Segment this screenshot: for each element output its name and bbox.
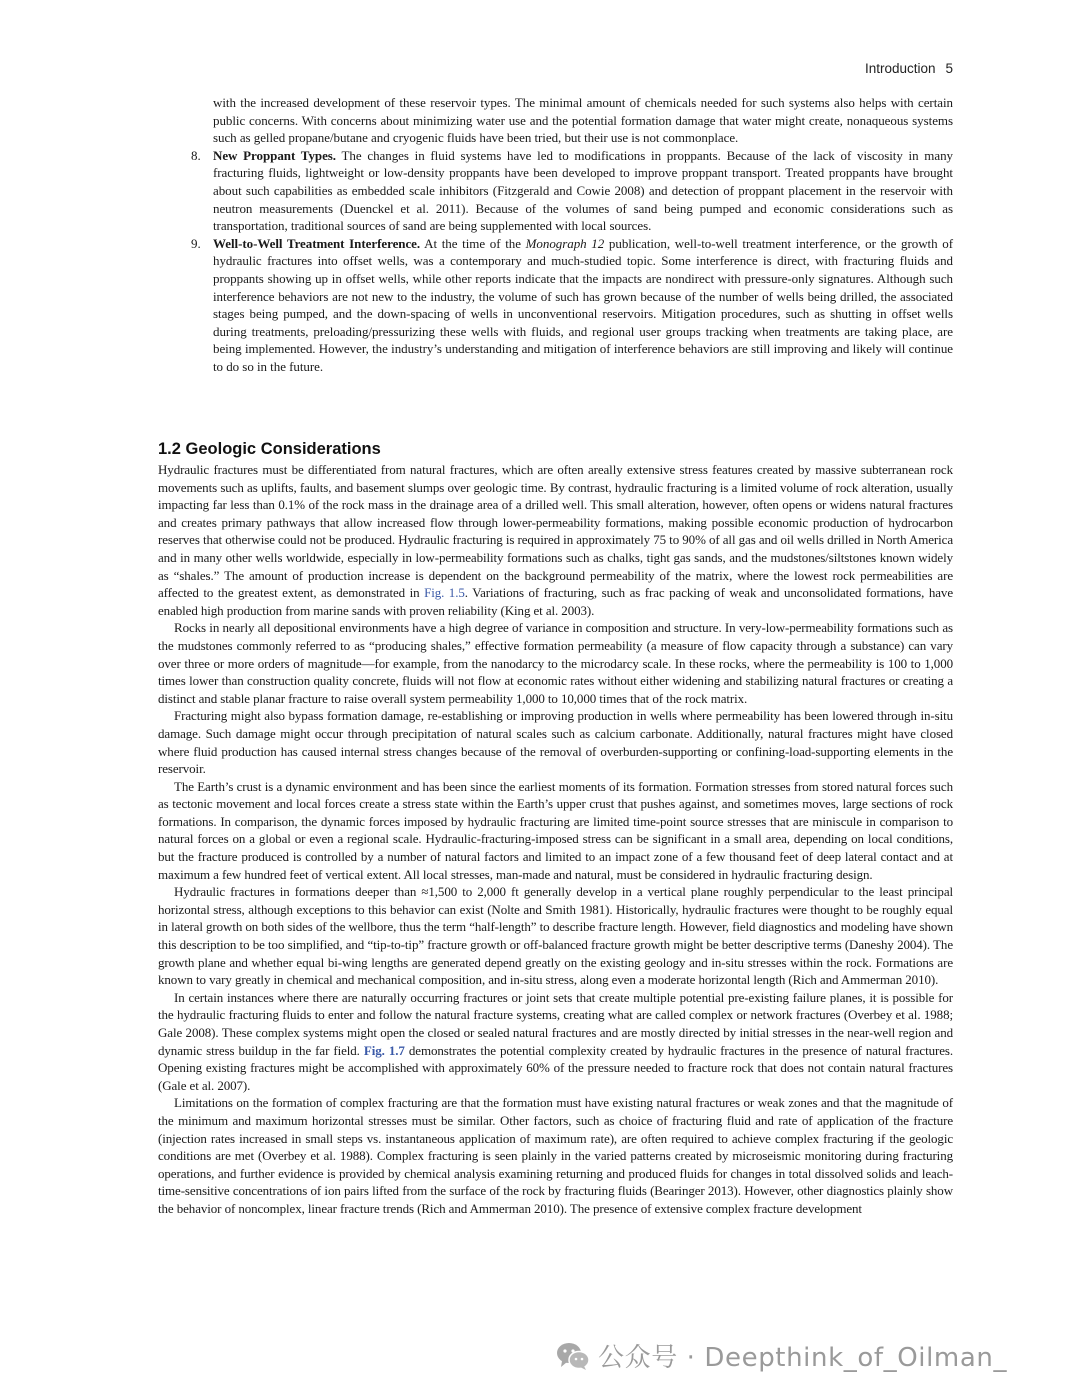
section-body (158, 461, 953, 1218)
paragraph (158, 461, 953, 619)
list-item-7-continuation: with the increased development of these reservoir types. The minimal amount of chemicals needed for such systems also helps with certain public concerns. With concerns about minimizing water use and the potential formation damage that water might create, nonaqueous systems such as gelled propane/butane and cryogenic fluids have been tried, but their use is not commonplace. (213, 95, 953, 146)
figure-link[interactable]: Fig. 1.5 (424, 585, 465, 601)
paragraph (158, 989, 953, 1095)
monograph-title: Monograph 12 (525, 235, 605, 251)
list-item-text: publication, well-to-well treatment interference, or the growth of hydraulic fractures into offset wells, was a contemporary and much-studied topic. Some interference is direct, with fracturing fluids and proppants showing up in offset wells, while other reports indicate that the impacts are nondirect with pressure-only signatures. Although such interference behaviors are not new to the industry, the volume of such has grown because of the number of wells being drilled, the associated stages being pumped, and the down-spacing of wells in unconventional reservoirs. Mitigation procedures, such as shutting in offset wells during treatments, preloading/pressurizing these wells with fluids, and regional user groups tracking when treatments are taking place, are being implemented. However, the industry’s understanding and mitigation of interference behaviors are still improving and likely will continue to do so in the future. (213, 235, 953, 374)
paragraph: Limitations on the formation of complex fracturing are that the formation must have existing natural fractures or weak zones and that the magnitude of the minimum and maximum horizontal stresses must be similar. Other factors, such as choice of fracturing fluid and rate of application of the fracture (injection rates increased in small steps vs. instantaneous application of maximum rate), are often required to achieve complex fracturing if the geologic conditions are met (Overbey et al. 1988). Complex fracturing is seen plainly in the varied patterns created by microseismic monitoring during fracturing operations, and further evidence is provided by chemical analysis examining returning and produced fluids for changes in total dissolved solids and leach-time-sensitive concentrations of ion pairs lifted from the surface of the rock by fracturing fluids (Bearinger 2013). However, other diagnostics plainly show the behavior of noncomplex, linear fracture trends (Rich and Ammerman 2010). The presence of extensive complex fracture development (158, 1095, 953, 1216)
section-heading: 1.2 Geologic Considerations (158, 440, 381, 458)
list-item-text: At the time of the (420, 235, 526, 251)
numbered-list (158, 94, 953, 376)
list-item-8 (191, 147, 953, 235)
list-item-text: The changes in fluid systems have led to modifications in proppants. Because of the lack of viscosity in many fracturing fluids, lightweight or low-density proppants have been developed to improve proppant transport. Treated proppants have brought about such capabilities as embedded scale inhibitors (Fitzgerald and Cowie 2008) and detection of proppant placement in the reservoir with neutron measurements (Duenckel et al. 2011). Because of the volumes of sand being pumped and economic considerations such as transportation, traditional sources of sand are being supplemented with local sources. (213, 147, 953, 234)
list-number: 8. (191, 147, 201, 163)
list-item-9 (191, 235, 953, 376)
running-head (865, 61, 953, 76)
paragraph-text: Hydraulic fractures must be differentiated from natural fractures, which are often areally extensive stress features created by massive subterranean rock movements such as uplifts, faults, and basement slumps over geologic time. By contrast, hydraulic fracturing is a limited volume of rock alteration, usually impacting far less than 0.1% of the rock mass in the drainage area of a drilled well. This small alteration, however, often opens or widens natural fractures and creates primary pathways that allow increased flow through lower-permeability formations, making possible economic production of hydrocarbon reserves that otherwise could not be produced. Hydraulic fracturing is required in approximately 75 to 90% of all gas and oil wells drilled in North America and in many other wells worldwide, especially in low-permeability formations such as chalks, tight gas sands, and the mudstones/siltstones known widely as “shales.” The amount of production increase is dependent on the background permeability of the matrix, where the lowest rock permeabilities are affected to the greatest extent, as demonstrated in (158, 462, 953, 601)
watermark (556, 1337, 1007, 1374)
list-item-lead: Well-to-Well Treatment Interference. (213, 235, 421, 251)
list-number: 9. (191, 235, 201, 251)
paragraph-text: . Variations of fracturing, such as frac packing of weak and unconsolidated formations, have enabled high production from marine sands with proven reliability (King et al. 2003). (158, 585, 953, 618)
watermark-text: 公众号 · Deepthink_of_Oilman_ (598, 1343, 1008, 1373)
paragraph: Hydraulic fractures in formations deeper than ≈1,500 to 2,000 ft generally develop in a vertical plane roughly perpendicular to the least principal horizontal stress, although exceptions to this behavior can exist (Nolte and Smith 1981). Historically, hydraulic fractures were thought to be roughly equal in lateral growth on both sides of the wellbore, thus the term “half-length” to describe fracture length. However, field diagnostics and modeling have shown this description to be too simplified, and “tip-to-tip” fracture growth or off-balanced fracture growth might be better descriptive terms (Daneshy 2004). The growth plane and whether equal bi-wing lengths are generated depend greatly on the existing geology and in-situ stresses within the rock. Formations are known to vary greatly in chemical and mechanical composition, and in-situ stress, along even a moderate horizontal length (Rich and Ammerman 2010). (158, 884, 953, 988)
page-number: 5 (945, 61, 953, 76)
chapter-title: Introduction (864, 61, 936, 76)
figure-link[interactable]: Fig. 1.7 (363, 1042, 405, 1058)
paragraph: Rocks in nearly all depositional environments have a high degree of variance in composition and structure. In very-low-permeability formations such as the mudstones commonly referred to as “producing shales,” effective formation permeability (a measure of flow capacity through a substance) can vary over three or more orders of magnitude—for example, from the nanodarcy to the microdarcy scale. In these rocks, where the permeability is 100 to 1,000 times lower than construction quality concrete, fluids will not flow at economic rates without either widening and stabilizing natural fractures or creating a distinct and stable planar fracture to raise overall system permeability 1,000 to 10,000 times that of the rock matrix. (158, 620, 953, 706)
wechat-icon (556, 1341, 590, 1371)
list-item-lead: New Proppant Types. (213, 147, 336, 163)
paragraph-text: demonstrates the potential complexity created by hydraulic fractures in the presence of natural fractures. Opening existing fractures might be accomplished with approximately 60% of the pressure needed to fracture rock that does not contain natural fractures (Gale et al. 2007). (158, 1042, 953, 1093)
paragraph: Fracturing might also bypass formation damage, re-establishing or improving production in wells where permeability has been lowered through in-situ damage. Such damage might occur through precipitation of natural scales such as calcium carbonate. Additionally, natural fractures might have closed where fluid production has caused internal stress changes because of the removal of overburden-supporting or confining-load-supporting elements in the reservoir. (158, 708, 953, 777)
paragraph-text: In certain instances where there are naturally occurring fractures or joint sets that create multiple potential pre-existing failure planes, it is possible for the hydraulic fracturing fluids to enter and follow the natural fracture systems, creating what are called complex or network fractures (Overbey et al. 1988; Gale 2008). These complex systems might open the closed or sealed natural fractures and are mostly directed by initial stresses in the near-well region and dynamic stress buildup in the far field. (158, 989, 953, 1058)
paragraph: The Earth’s crust is a dynamic environment and has been since the earliest moments of its formation. Formation stresses from stored natural forces such as tectonic movement and local forces create a stress state within the Earth’s upper crust that pushes against, and sometimes moves, large sections of rock formations. In comparison, the dynamic forces imposed by hydraulic fracturing are limited time-point source stresses that are miniscule in comparison to natural forces on a global or even a regional scale. Hydraulic-fracturing-imposed stress can be significant in a small area, depending on local conditions, but the fracture produced is controlled by a number of natural factors and limited to an impact zone of a few thousand feet of deep lateral contact and at maximum a few hundred feet of vertical extent. All local stresses, man-made and natural, must be considered in hydraulic fracturing design. (158, 778, 953, 882)
